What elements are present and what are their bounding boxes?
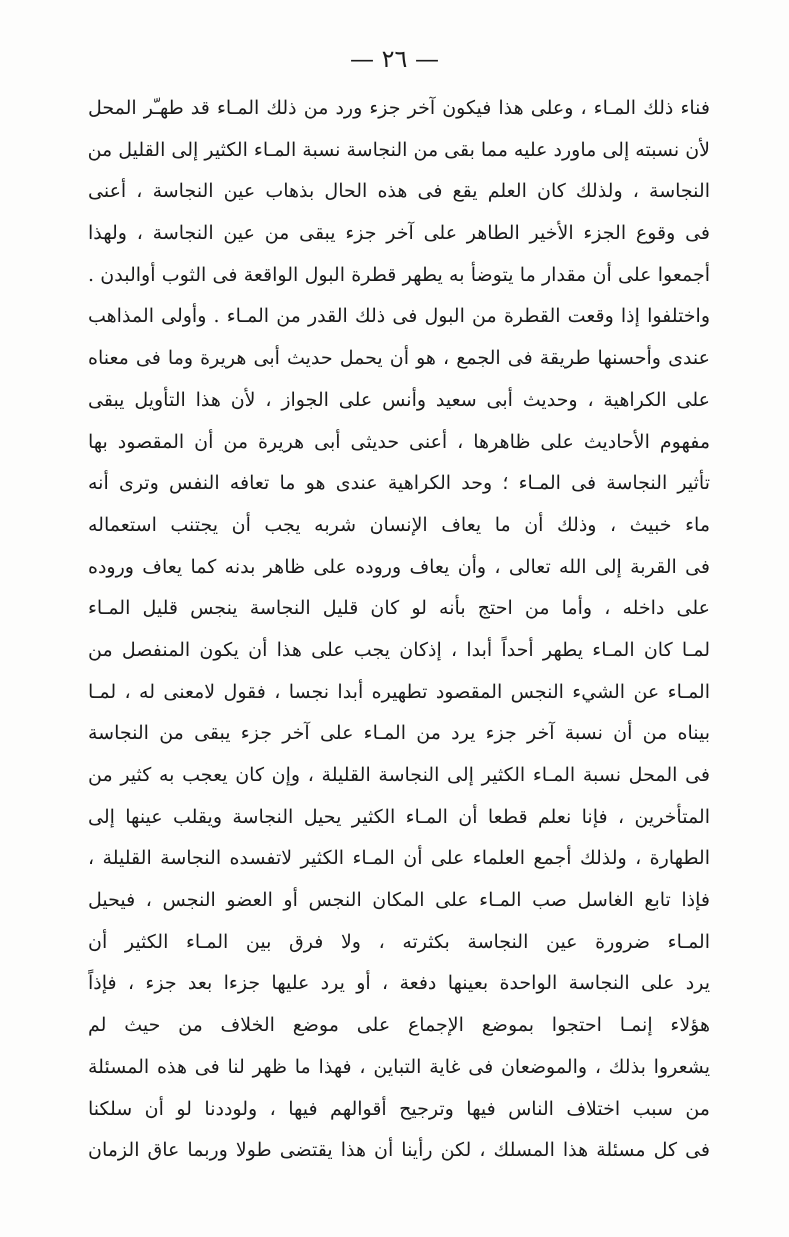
body-text xyxy=(88,88,710,1172)
text-line: المـاء عن الشيء النجس المقصود تطهيره أبدا نجسا ، فقول لامعنى له ، لمـا xyxy=(88,680,710,703)
text-line: الطهارة ، ولذلك أجمع العلماء على أن المـاء الكثير لاتفسده النجاسة القليلة ، xyxy=(88,847,710,870)
text-line: لمـا كان المـاء يطهر أحداً أبدا ، إذكان يجب على هذا أن يكون المنفصل من xyxy=(88,638,710,661)
text-line: على الكراهية ، وحديث أبى سعيد وأنس على الجواز ، لأن هذا التأويل يبقى xyxy=(88,388,710,411)
text-line: بيناه من أن نسبة آخر جزء يرد من المـاء على آخر جزء يبقى من النجاسة xyxy=(88,722,710,745)
text-line: ماء خبيث ، وذلك أن ما يعاف الإنسان شربه يجب أن يجتنب استعماله xyxy=(88,513,710,536)
text-line: أجمعوا على أن مقدار ما يتوضأ به يطهر قطرة البول الواقعة فى الثوب أوالبدن . xyxy=(88,263,710,286)
text-line: فى وقوع الجزء الأخير الطاهر على آخر جزء يبقى من عين النجاسة ، ولهذا xyxy=(88,222,710,245)
text-line: النجاسة ، ولذلك كان العلم يقع فى هذه الحال بذهاب عين النجاسة ، أعنى xyxy=(88,180,710,203)
page-number: — ٢٦ — xyxy=(349,45,440,73)
text-line: عندى وأحسنها طريقة فى الجمع ، هو أن يحمل حديث أبى هريرة وما فى معناه xyxy=(88,347,710,370)
text-line: المتأخرين ، فإنا نعلم قطعا أن المـاء الكثير يحيل النجاسة ويقلب عينها إلى xyxy=(88,805,710,828)
text-line: لأن نسبته إلى ماورد عليه مما بقى من النجاسة نسبة المـاء الكثير إلى القليل من xyxy=(88,138,710,161)
text-line: فى كل مسئلة هذا المسلك ، لكن رأينا أن هذا يقتضى طولا وربما عاق الزمان xyxy=(88,1139,710,1162)
text-line: يشعروا بذلك ، والموضعان فى غاية التباين ، فهذا ما ظهر لنا فى هذه المسئلة xyxy=(88,1055,710,1078)
text-line: المـاء ضرورة عين النجاسة بكثرته ، ولا فرق بين المـاء الكثير أن xyxy=(88,930,710,953)
text-line: هؤلاء إنمـا احتجوا بموضع الإجماع على موضع الخلاف من حيث لم xyxy=(88,1014,710,1037)
text-line: فناء ذلك المـاء ، وعلى هذا فيكون آخر جزء ورد من ذلك المـاء قد طهـّر المحل xyxy=(88,97,710,119)
text-line: فى القربة إلى الله تعالى ، وأن يعاف وروده على ظاهر بدنه كما يعاف وروده xyxy=(88,555,710,578)
text-line: يرد على النجاسة الواحدة بعينها دفعة ، أو يرد عليها جزءا بعد جزء ، فإذاً xyxy=(88,972,710,995)
text-line: على داخله ، وأما من احتج بأنه لو كان قليل النجاسة ينجس قليل المـاء xyxy=(88,597,710,620)
text-line: مفهوم الأحاديث على ظاهرها ، أعنى حديثى أبى هريرة من أن المقصود بها xyxy=(88,430,710,453)
text-line: من سبب اختلاف الناس فيها وترجيح أقوالهم فيها ، ولوددنا لو أن سلكنا xyxy=(88,1097,710,1120)
text-line: تأثير النجاسة فى المـاء ؛ وحد الكراهية عندى هو ما تعافه النفس وترى أنه xyxy=(88,472,710,495)
text-line: فى المحل نسبة المـاء الكثير إلى النجاسة القليلة ، وإن كان يعجب به كثير من xyxy=(88,764,710,786)
text-line: فإذا تابع الغاسل صب المـاء على المكان النجس أو العضو النجس ، فيحيل xyxy=(88,889,710,912)
text-line: واختلفوا إذا وقعت القطرة من البول فى ذلك القدر من المـاء . وأولى المذاهب xyxy=(88,305,710,328)
